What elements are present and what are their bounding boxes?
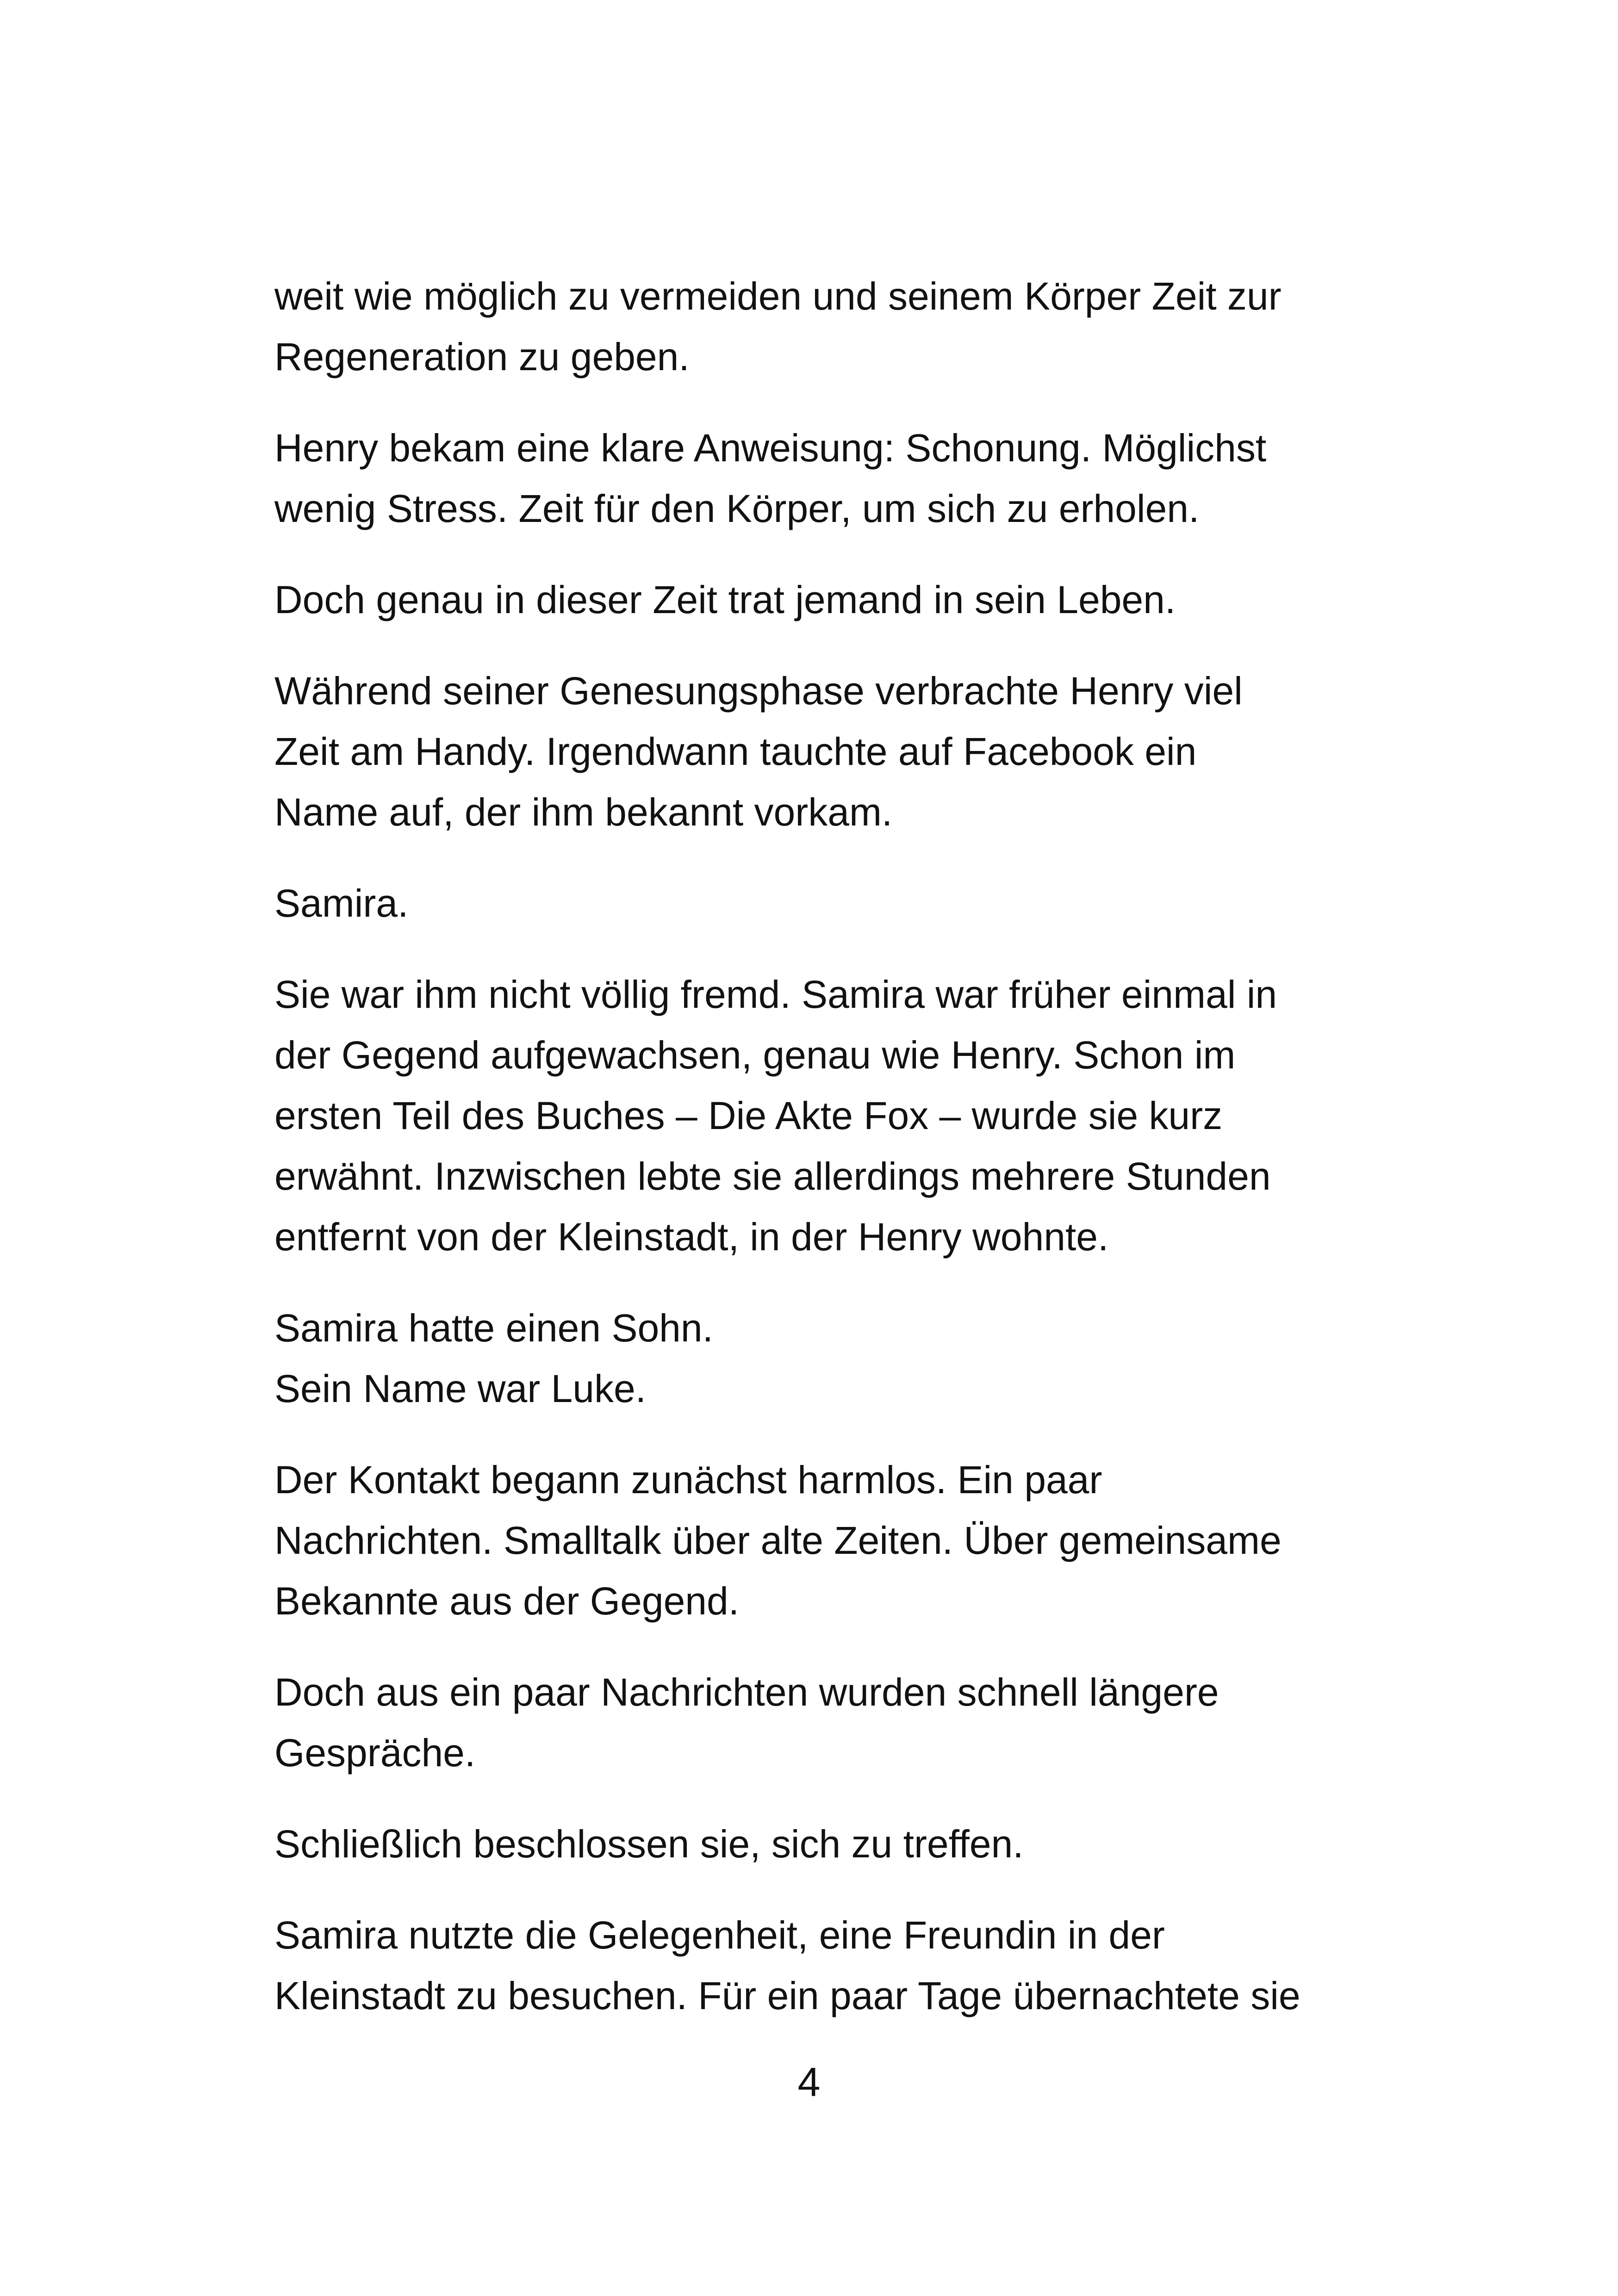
text-line: Sein Name war Luke. (274, 1367, 647, 1410)
text-line: ersten Teil des Buches – Die Akte Fox – wurde sie kurz (274, 1094, 1223, 1137)
paragraph (274, 1814, 1367, 1874)
text-line: Samira nutzte die Gelegenheit, eine Freundin in der (274, 1913, 1165, 1957)
text-line: Kleinstadt zu besuchen. Für ein paar Tage übernachtete sie (274, 1974, 1301, 2017)
text-line: Samira. (274, 881, 409, 925)
text-line: der Gegend aufgewachsen, genau wie Henry. Schon im (274, 1033, 1236, 1077)
text-line: Henry bekam eine klare Anweisung: Schonung. Möglichst (274, 426, 1267, 470)
text-line: Zeit am Handy. Irgendwann tauchte auf Facebook ein (274, 730, 1197, 773)
paragraph (274, 661, 1367, 843)
paragraph (274, 570, 1367, 630)
text-line: Samira hatte einen Sohn. (274, 1306, 713, 1350)
body-text (274, 266, 1367, 2057)
text-line: weit wie möglich zu vermeiden und seinem Körper Zeit zur (274, 274, 1282, 318)
text-line: Doch aus ein paar Nachrichten wurden schnell längere (274, 1670, 1219, 1714)
text-line: erwähnt. Inzwischen lebte sie allerdings mehrere Stunden (274, 1154, 1271, 1198)
paragraph (274, 873, 1367, 934)
text-line: Nachrichten. Smalltalk über alte Zeiten. Über gemeinsame (274, 1519, 1282, 1562)
paragraph (274, 418, 1367, 539)
paragraph (274, 1905, 1367, 2026)
text-line: Gespräche. (274, 1731, 476, 1775)
text-line: wenig Stress. Zeit für den Körper, um sich zu erholen. (274, 487, 1200, 530)
text-line: Sie war ihm nicht völlig fremd. Samira war früher einmal in (274, 973, 1277, 1016)
text-line: Bekannte aus der Gegend. (274, 1579, 740, 1623)
text-line: Der Kontakt begann zunächst harmlos. Ein paar (274, 1458, 1102, 1502)
paragraph (274, 266, 1367, 387)
paragraph (274, 1450, 1367, 1632)
page-number: 4 (797, 2059, 821, 2105)
paragraph (274, 964, 1367, 1267)
text-line: entfernt von der Kleinstadt, in der Henry wohnte. (274, 1215, 1109, 1259)
text-line: Während seiner Genesungsphase verbrachte Henry viel (274, 669, 1243, 713)
text-line: Regeneration zu geben. (274, 335, 690, 379)
text-line: Name auf, der ihm bekannt vorkam. (274, 790, 893, 834)
text-line: Schließlich beschlossen sie, sich zu treffen. (274, 1822, 1024, 1866)
paragraph (274, 1298, 1367, 1419)
paragraph (274, 1662, 1367, 1783)
text-line: Doch genau in dieser Zeit trat jemand in sein Leben. (274, 578, 1176, 621)
